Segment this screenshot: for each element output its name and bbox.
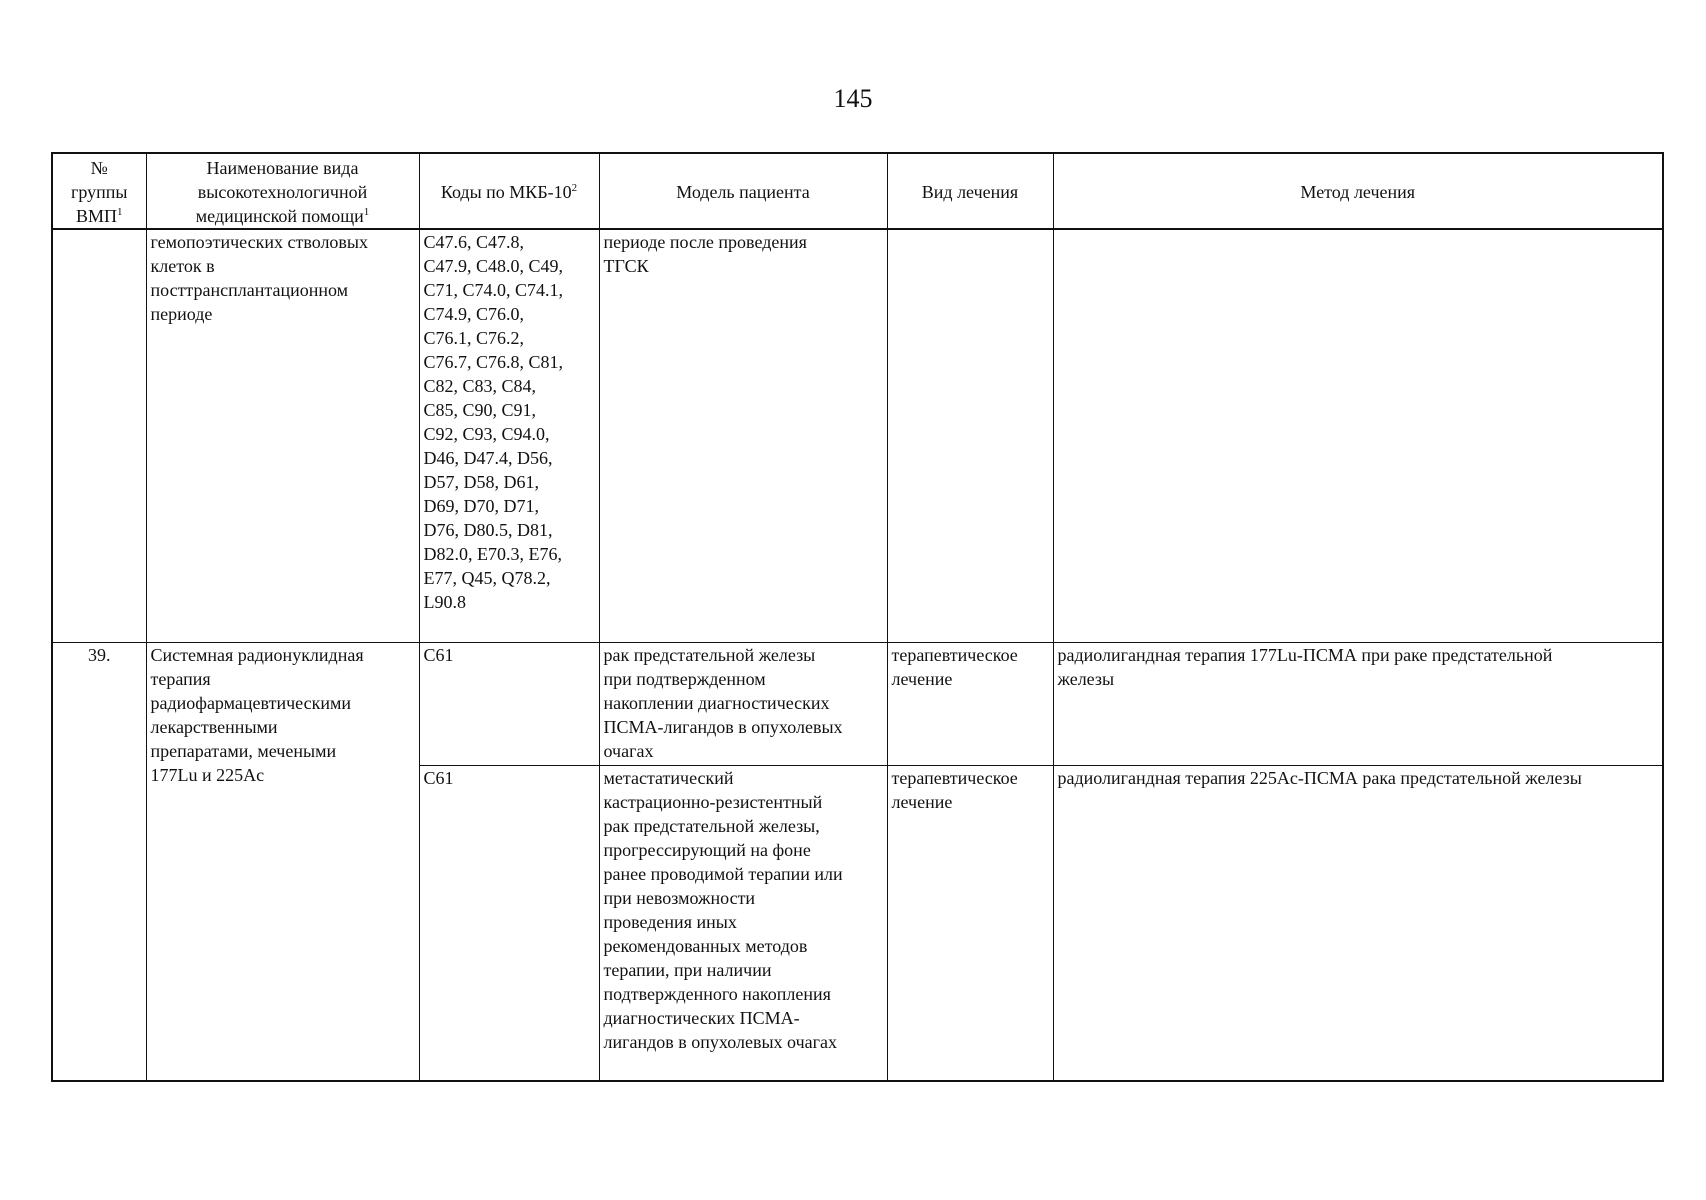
cell-treatment-type: терапевтическое лечение: [887, 643, 1053, 766]
cell-treatment-type: терапевтическое лечение: [887, 766, 1053, 1082]
header-group-number: [52, 153, 146, 229]
header-icd-codes: [419, 153, 599, 229]
footnote-ref-1b: 1: [363, 206, 370, 218]
header-name-line2: высокотехнологичной: [197, 182, 368, 202]
cell-care-type-name: гемопоэтических стволовых клеток в посттрансплантационном периоде: [146, 229, 419, 643]
cell-treatment-type: [887, 229, 1053, 643]
cell-group-number: 39.: [52, 643, 146, 1082]
cell-patient-model: периоде после проведения ТГСК: [599, 229, 887, 643]
header-codes-text: Коды по МКБ-10: [440, 182, 572, 202]
cell-patient-model: рак предстательной железы при подтвержденном накоплении диагностических ПСМА-лигандов в опухолевых очагах: [599, 643, 887, 766]
header-treatment-type: Вид лечения: [887, 153, 1053, 229]
cell-treatment-method: [1053, 229, 1663, 643]
header-group-number-line1: №: [90, 158, 108, 178]
cell-care-type-name: Системная радионуклидная терапия радиофармацевтическими лекарственными препаратами, мечеными 177Lu и 225Ac: [146, 643, 419, 1082]
header-group-number-line2: группы: [70, 182, 128, 202]
footnote-ref-2: 2: [571, 182, 578, 194]
cell-treatment-method: радиолигандная терапия 177Lu-ПСМА при раке предстательной железы: [1053, 643, 1663, 766]
cell-treatment-method: радиолигандная терапия 225Ac-ПСМА рака предстательной железы: [1053, 766, 1663, 1082]
header-treatment-method: Метод лечения: [1053, 153, 1663, 229]
header-patient-model: Модель пациента: [599, 153, 887, 229]
cell-patient-model: метастатический кастрационно-резистентный рак предстательной железы, прогрессирующий на фоне ранее проводимой терапии или при невозможности проведения иных рекомендованных методов терапии, при наличии подтвержденного накопления диагностических ПСМА- лигандов в опухолевых очагах: [599, 766, 887, 1082]
header-care-type-name: [146, 153, 419, 229]
header-name-line3: медицинской помощи: [195, 206, 364, 226]
page-number: 145: [833, 84, 873, 113]
cell-group-number: [52, 229, 146, 643]
cell-icd-codes: C61: [419, 643, 599, 766]
table-row: [52, 643, 1663, 766]
table-header-row: [52, 153, 1663, 229]
vmp-table: [51, 152, 1664, 1082]
header-name-line1: Наименование вида: [206, 158, 359, 178]
table-row: [52, 229, 1663, 643]
footnote-ref-1: 1: [117, 206, 123, 218]
cell-icd-codes: C47.6, C47.8, C47.9, C48.0, C49, C71, C74.0, C74.1, C74.9, C76.0, C76.1, C76.2, C76.7, C76.8, C81, C82, C83, C84, C85, C90, C91, C92, C93, C94.0, D46, D47.4, D56, D57, D58, D61, D69, D70, D71, D76, D80.5, D81, D82.0, E70.3, E76, E77, Q45, Q78.2, L90.8: [419, 229, 599, 643]
header-group-number-line3: ВМП: [75, 206, 117, 226]
cell-icd-codes: C61: [419, 766, 599, 1082]
